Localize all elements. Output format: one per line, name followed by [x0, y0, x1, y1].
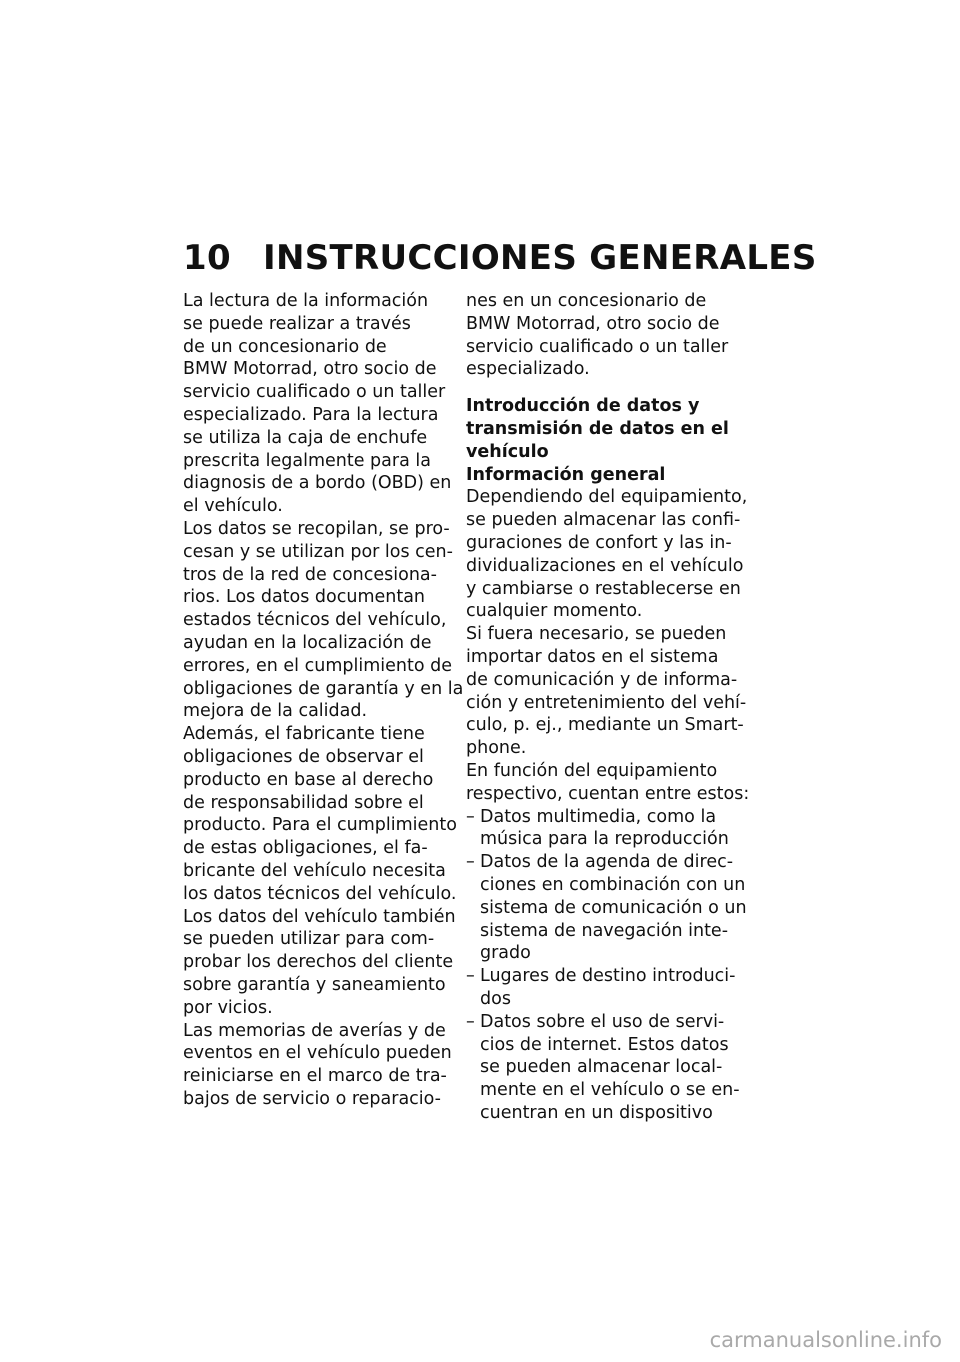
list-item [466, 965, 741, 1011]
text-line: reiniciarse en el marco de tra- [183, 1066, 447, 1087]
text-line: transmisión de datos en el [466, 418, 729, 439]
paragraph [466, 486, 748, 623]
dash-bullet: – [466, 1011, 475, 1032]
text-line: se utiliza la caja de enchufe [183, 427, 428, 448]
text-line: Los datos se recopilan, se pro- [183, 518, 450, 539]
left-column [183, 290, 464, 1111]
text-line: Si fuera necesario, se pueden [466, 624, 727, 645]
text-line: estados técnicos del vehículo, [183, 610, 447, 631]
subsection-title: Información general [466, 464, 666, 485]
text-line: los datos técnicos del vehículo. [183, 883, 457, 904]
text-line: nes en un concesionario de [466, 291, 707, 311]
text-line: Lugares de destino introduci- [480, 966, 736, 987]
text-line: de estas obligaciones, el fa- [183, 838, 428, 859]
dash-bullet: – [466, 966, 475, 987]
text-line: La lectura de la información [183, 291, 429, 311]
list-item [466, 1011, 741, 1125]
text-line: producto. Para el cumplimiento [183, 815, 457, 836]
text-line: ción y entretenimiento del vehí- [466, 692, 747, 713]
text-line: dos [480, 988, 511, 1009]
text-line: especializado. [466, 359, 590, 380]
text-line: obligaciones de observar el [183, 746, 424, 767]
text-line: vehículo [466, 441, 549, 462]
dash-bullet: – [466, 806, 475, 827]
text-line: Datos multimedia, como la [480, 806, 717, 827]
text-line: BMW Motorrad, otro socio de [183, 359, 437, 380]
text-line: Introducción de datos y [466, 396, 700, 417]
text-line: se pueden utilizar para com- [183, 929, 435, 950]
text-line: cualquier momento. [466, 601, 643, 622]
text-line: y cambiarse o restablecerse en [466, 578, 741, 599]
text-line: rios. Los datos documentan [183, 587, 426, 608]
text-line: sobre garantía y saneamiento [183, 974, 446, 995]
text-line: phone. [466, 738, 527, 759]
text-line: culo, p. ej., mediante un Smart- [466, 715, 744, 736]
text-line: Los datos del vehículo también [183, 906, 456, 927]
intro-paragraph [466, 290, 741, 381]
text-line: obligaciones de garantía y en la [183, 678, 464, 699]
text-line: cesan y se utilizan por los cen- [183, 541, 453, 562]
text-line: de responsabilidad sobre el [183, 792, 424, 813]
list-item [466, 851, 747, 965]
text-line: cios de internet. Estos datos [480, 1034, 729, 1055]
text-line: especializado. Para la lectura [183, 404, 439, 425]
text-line: importar datos en el sistema [466, 646, 719, 667]
text-line: sistema de comunicación o un [480, 897, 747, 918]
chapter-number: 10 [183, 238, 231, 278]
paragraph [466, 760, 750, 806]
text-line: se pueden almacenar las confi- [466, 510, 741, 531]
text-line: errores, en el cumplimiento de [183, 655, 452, 676]
text-line: Dependiendo del equipamiento, [466, 487, 748, 508]
text-line: Además, el fabricante tiene [183, 724, 425, 745]
text-line: música para la reproducción [480, 829, 729, 850]
chapter-heading [183, 238, 817, 282]
text-line: producto en base al derecho [183, 769, 434, 790]
chapter-title: INSTRUCCIONES GENERALES [263, 238, 817, 278]
text-line: servicio cualificado o un taller [466, 336, 729, 357]
text-line: Datos de la agenda de direc- [480, 852, 734, 873]
right-column [466, 290, 750, 1125]
text-line: de un concesionario de [183, 336, 387, 357]
text-line: En función del equipamiento [466, 760, 718, 781]
text-line: Datos sobre el uso de servi- [480, 1011, 725, 1032]
text-line: dividualizaciones en el vehículo [466, 555, 744, 576]
paragraph [183, 290, 451, 518]
text-line: ciones en combinación con un [480, 874, 746, 895]
text-line: tros de la red de concesiona- [183, 564, 437, 585]
text-line: guraciones de confort y las in- [466, 532, 732, 553]
text-line: mejora de la calidad. [183, 701, 368, 722]
text-line: cuentran en un dispositivo [480, 1102, 713, 1123]
text-line: eventos en el vehículo pueden [183, 1043, 452, 1064]
text-line: diagnosis de a bordo (OBD) en [183, 473, 452, 494]
text-line: Las memorias de averías y de [183, 1020, 446, 1041]
text-line: bricante del vehículo necesita [183, 860, 446, 881]
dash-bullet: – [466, 852, 475, 873]
text-line: ayudan en la localización de [183, 632, 432, 653]
watermark: carmanualsonline.info [709, 1328, 942, 1352]
text-line: prescrita legalmente para la [183, 450, 431, 471]
list-item [466, 806, 741, 852]
bullet-list [466, 806, 747, 1125]
text-line: se pueden almacenar local- [480, 1057, 723, 1078]
text-line: mente en el vehículo o se en- [480, 1080, 740, 1101]
text-line: servicio cualificado o un taller [183, 382, 446, 403]
text-line: grado [480, 943, 531, 964]
text-line: bajos de servicio o reparacio- [183, 1088, 441, 1109]
text-line: BMW Motorrad, otro socio de [466, 313, 720, 334]
text-line: el vehículo. [183, 496, 283, 517]
right-paragraphs [466, 486, 750, 805]
text-line: probar los derechos del cliente [183, 952, 454, 973]
paragraph [183, 518, 464, 723]
text-line: se puede realizar a través [183, 313, 411, 334]
paragraph [183, 723, 457, 1019]
text-line: de comunicación y de informa- [466, 669, 738, 690]
paragraph [183, 1020, 451, 1111]
text-line: respectivo, cuentan entre estos: [466, 783, 750, 804]
text-line: por vicios. [183, 997, 273, 1018]
section-title [466, 395, 741, 463]
text-line: sistema de navegación inte- [480, 920, 729, 941]
paragraph [466, 623, 747, 760]
